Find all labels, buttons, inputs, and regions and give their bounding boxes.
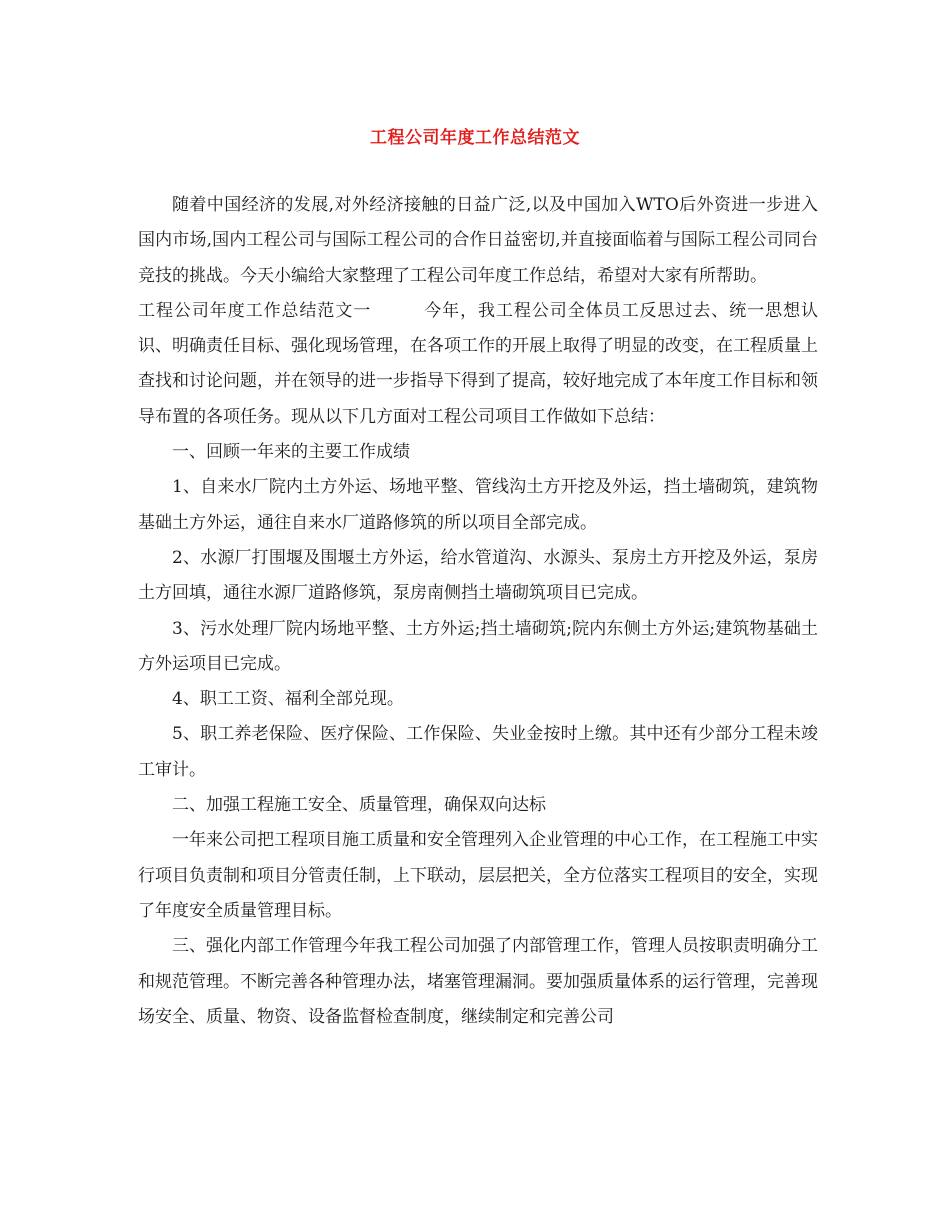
document-title: 工程公司年度工作总结范文 <box>370 128 580 148</box>
section-paragraph <box>138 294 818 435</box>
section-heading: 工程公司年度工作总结范文一 <box>138 300 372 321</box>
item-3: 3、污水处理厂院内场地平整、土方外运;挡土墙砌筑;院内东侧土方外运;建筑物基础土方外运项目已完成。 <box>138 618 818 674</box>
item-1: 1、自来水厂院内土方外运、场地平整、管线沟土方开挖及外运，挡土墙砌筑，建筑物基础土方外运，通往自来水厂道路修筑的所以项目全部完成。 <box>138 477 818 533</box>
item-4: 4、职工工资、福利全部兑现。 <box>172 689 404 710</box>
item-5: 5、职工养老保险、医疗保险、工作保险、失业金按时上缴。其中还有少部分工程未竣工审计。 <box>138 724 818 780</box>
item-2: 2、水源厂打围堰及围堰土方外运，给水管道沟、水源头、泵房土方开挖及外运，泵房土方回填，通往水源厂道路修筑，泵房南侧挡土墙砌筑项目已完成。 <box>138 547 818 604</box>
safety-paragraph: 一年来公司把工程项目施工质量和安全管理列入企业管理的中心工作，在工程施工中实行项目负责制和项目分管责任制，上下联动，层层把关，全方位落实工程项目的安全，实现了年度安全质量管理目标。 <box>138 830 818 921</box>
document-body <box>138 188 818 1035</box>
intro-paragraph: 随着中国经济的发展,对外经济接触的日益广泛,以及中国加入WTO后外资进一步进入国内市场,国内工程公司与国际工程公司的合作日益密切,并直接面临着与国际工程公司同台竞技的挑战。今天小编给大家整理了工程公司年度工作总结，希望对大家有所帮助。 <box>138 195 818 286</box>
section-lead: 今年，我工程公司全体员工反思过去、统一思想认识、明确责任目标、强化现场管理，在各项工作的开展上取得了明显的改变，在工程质量上查找和讨论问题，并在领导的进一步指导下得到了提高，较好地完成了本年度工作目标和领导布置的各项任务。现从以下几方面对工程公司项目工作做如下总结： <box>138 300 819 427</box>
internal-management-paragraph: 三、强化内部工作管理今年我工程公司加强了内部管理工作，管理人员按职责明确分工和规范管理。不断完善各种管理办法，堵塞管理漏洞。要加强质量体系的运行管理，完善现场安全、质量、物资、设备监督检查制度，继续制定和完善公司 <box>138 936 818 1027</box>
heading-review: 一、回顾一年来的主要工作成绩 <box>172 442 410 463</box>
heading-safety: 二、加强工程施工安全、质量管理，确保双向达标 <box>172 795 546 816</box>
